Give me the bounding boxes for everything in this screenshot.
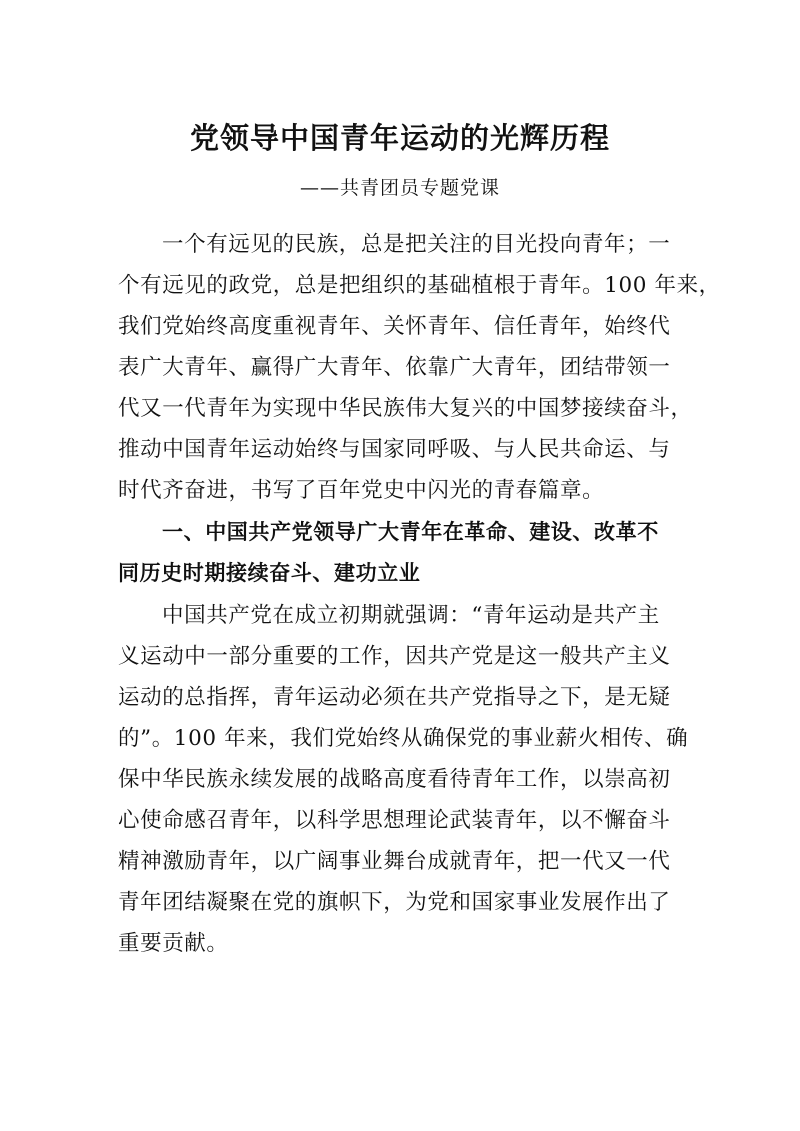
paragraph-2-line: 重要贡献。 — [118, 931, 229, 956]
section-heading-line: 一、中国共产党领导广大青年在革命、建设、改革不 — [162, 520, 659, 544]
paragraph-1-line: 推动中国青年运动始终与国家同呼吸、与人民共命运、与 — [118, 437, 671, 462]
paragraph-1-line: 代又一代青年为实现中华民族伟大复兴的中国梦接续奋斗， — [118, 396, 693, 421]
paragraph-1-line: 个有远见的政党，总是把组织的基础植根于青年。100 年来， — [118, 273, 721, 298]
paragraph-2-line: 精神激励青年，以广阔事业舞台成就青年，把一代又一代 — [118, 849, 671, 874]
paragraph-2-line: 青年团结凝聚在党的旗帜下，为党和国家事业发展作出了 — [118, 890, 671, 915]
document-subtitle: ——共青团员专题党课 — [299, 177, 500, 199]
paragraph-2-line: 心使命感召青年，以科学思想理论武装青年，以不懈奋斗 — [118, 808, 671, 833]
paragraph-2-line: 的”。100 年来，我们党始终从确保党的事业薪火相传、确 — [118, 726, 689, 751]
paragraph-2-line: 运动的总指挥，青年运动必须在共产党指导之下，是无疑 — [118, 685, 671, 710]
paragraph-1-line: 我们党始终高度重视青年、关怀青年、信任青年，始终代 — [118, 314, 671, 339]
paragraph-1-line: 时代齐奋进，书写了百年党史中闪光的青春篇章。 — [118, 478, 605, 503]
paragraph-1-line: 一个有远见的民族，总是把关注的目光投向青年；一 — [162, 232, 671, 257]
document-title: 党领导中国青年运动的光辉历程 — [189, 121, 610, 155]
paragraph-1-line: 表广大青年、赢得广大青年、依靠广大青年，团结带领一 — [118, 355, 671, 380]
paragraph-2-line: 保中华民族永续发展的战略高度看待青年工作，以崇高初 — [118, 767, 671, 792]
paragraph-2-line: 中国共产党在成立初期就强调：“青年运动是共产主 — [162, 603, 660, 628]
paragraph-2-line: 义运动中一部分重要的工作，因共产党是这一般共产主义 — [118, 644, 671, 669]
section-heading-line: 同历史时期接续奋斗、建功立业 — [118, 561, 421, 585]
